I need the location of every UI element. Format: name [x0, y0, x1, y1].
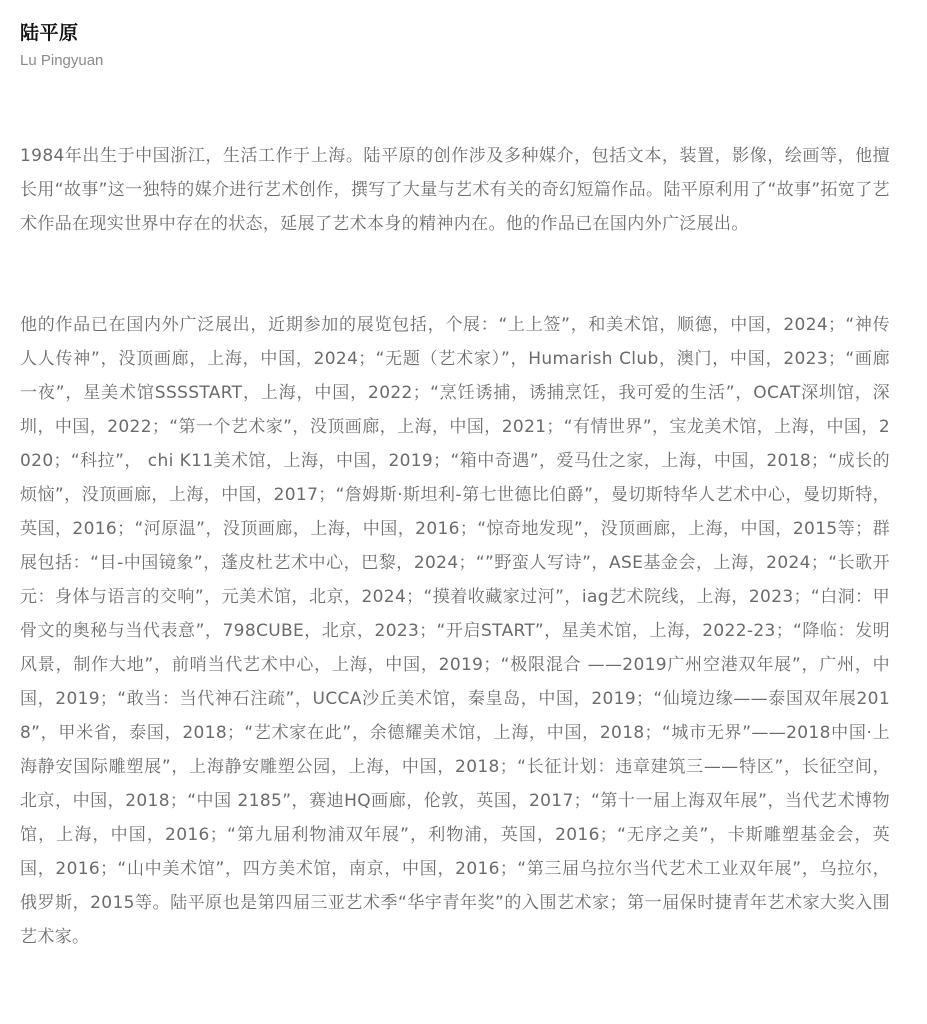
artist-name-english: Lu Pingyuan — [20, 52, 104, 69]
bio-paragraph-intro: 1984年出生于中国浙江，生活工作于上海。陆平原的创作涉及多种媒介，包括文本，装置，影像，绘画等，他擅长用“故事”这一独特的媒介进行艺术创作，撰写了大量与艺术有关的奇幻短篇作品。陆平原利用了“故事”拓宽了艺术作品在现实世界中存在的状态，延展了艺术本身的精神内在。他的作品已在国内外广泛展出。 — [20, 146, 890, 234]
artist-name-chinese: 陆平原 — [20, 22, 79, 44]
bio-paragraph-exhibitions: 他的作品已在国内外广泛展出，近期参加的展览包括，个展：“上上签”，和美术馆，顺德，中国，2024；“神传人人传神”，没顶画廊，上海，中国，2024；“无题（艺术家）”，Humarish Club，澳门，中国，2023；“画廊一夜”，星美术馆SSSSTART，上海，中国，2022；“烹饪诱捕，诱捕烹饪，我可爱的生活”，OCAT深圳馆，深圳，中国，2022；“第一个艺术家”，没顶画廊，上海，中国，2021；“有情世界”，宝龙美术馆，上海，中国，2020；“科拉”， chi K11美术馆，上海，中国，2019；“箱中奇遇”，爱马仕之家，上海，中国，2018；“成长的烦恼”，没顶画廊，上海，中国，2017；“詹姆斯·斯坦利-第七世德比伯爵”，曼切斯特华人艺术中心，曼切斯特，英国，2016；“河原温”，没顶画廊，上海，中国，2016；“惊奇地发现”，没顶画廊，上海，中国，2015等；群展包括：“目-中国镜象”，蓬皮杜艺术中心，巴黎，2024；“”野蛮人写诗”，ASE基金会，上海，2024；“长歌开元：身体与语言的交响”，元美术馆，北京，2024；“摸着收藏家过河”，iag艺术院线，上海，2023；“白洞：甲骨文的奥秘与当代表意”，798CUBE，北京，2023；“开启START”，星美术馆，上海，2022-23；“降临：发明风景，制作大地”，前哨当代艺术中心，上海，中国，2019；“极限混合 ——2019广州空港双年展”，广州，中国，2019；“敢当：当代神石注疏”，UCCA沙丘美术馆，秦皇岛，中国，2019；“仙境边缘——泰国双年展2018”，甲米省，泰国，2018；“艺术家在此”，余德耀美术馆，上海，中国，2018；“城市无界”——2018中国·上海静安国际雕塑展”，上海静安雕塑公园，上海，中国，2018；“长征计划：违章建筑三——特区”，长征空间，北京，中国，2018；“中国 2185”，赛迪HQ画廊，伦敦，英国，2017；“第十一届上海双年展”，当代艺术博物馆，上海，中国，2016；“第九届利物浦双年展”，利物浦，英国，2016；“无序之美”，卡斯雕塑基金会，英国，2016；“山中美术馆”，四方美术馆，南京，中国，2016；“第三届乌拉尔当代艺术工业双年展”，乌拉尔，俄罗斯，2015等。陆平原也是第四届三亚艺术季“华宇青年奖”的入围艺术家；第一届保时捷青年艺术家大奖入围艺术家。 — [20, 315, 890, 947]
